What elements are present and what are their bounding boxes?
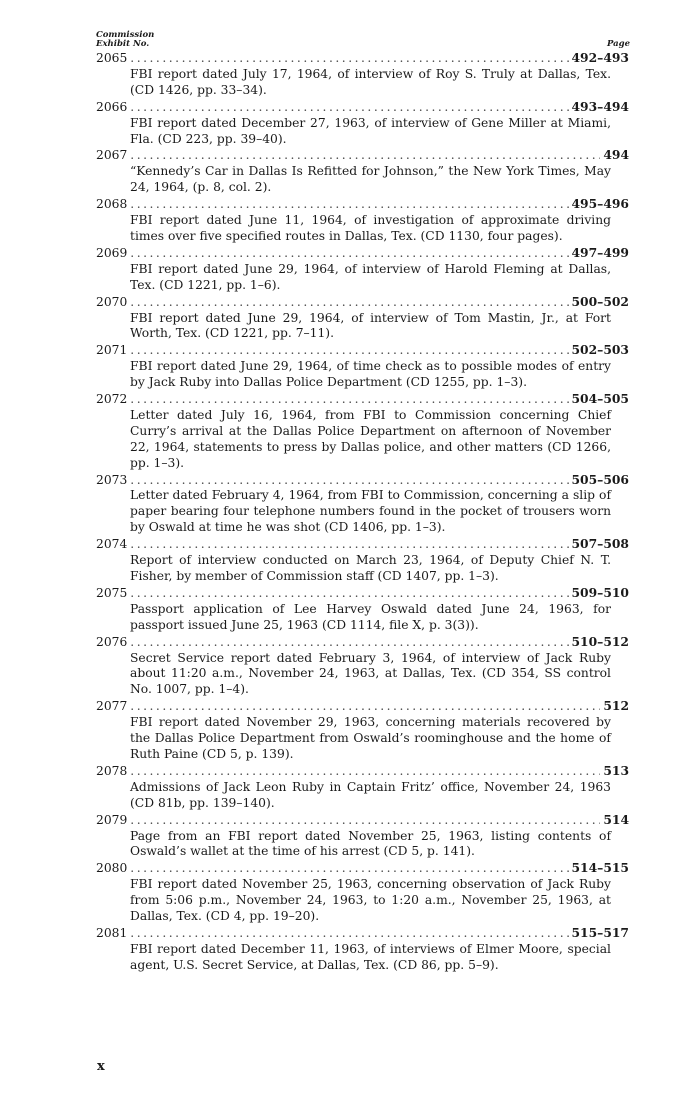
entry-heading-line bbox=[96, 698, 629, 715]
exhibit-entry bbox=[96, 472, 629, 537]
page-range: 495–496 bbox=[571, 196, 629, 212]
exhibit-number: 2079 bbox=[96, 812, 128, 827]
exhibit-entry bbox=[96, 99, 629, 148]
dot-leader bbox=[130, 473, 568, 489]
dot-leader bbox=[130, 197, 568, 213]
entry-heading-line bbox=[96, 342, 629, 359]
entry-heading-line bbox=[96, 196, 629, 213]
exhibit-number: 2066 bbox=[96, 99, 128, 114]
exhibit-entry bbox=[96, 294, 629, 343]
dot-leader bbox=[130, 343, 568, 359]
exhibit-entry bbox=[96, 50, 629, 99]
exhibit-entry bbox=[96, 812, 629, 861]
dot-leader bbox=[130, 148, 600, 164]
exhibit-number: 2070 bbox=[96, 294, 128, 309]
entry-heading-line bbox=[96, 585, 629, 602]
dot-leader bbox=[130, 764, 600, 780]
exhibit-number: 2081 bbox=[96, 925, 128, 940]
entry-heading-line bbox=[96, 925, 629, 942]
exhibit-number: 2078 bbox=[96, 763, 128, 778]
dot-leader bbox=[130, 813, 600, 829]
page-range: 509–510 bbox=[571, 584, 629, 600]
page-range: 493–494 bbox=[571, 98, 629, 114]
exhibit-list bbox=[96, 50, 629, 974]
exhibit-entry bbox=[96, 147, 629, 196]
dot-leader bbox=[130, 586, 568, 602]
page-range: 505–506 bbox=[571, 471, 629, 487]
page-range: 500–502 bbox=[571, 293, 629, 309]
page-range: 510–512 bbox=[571, 633, 629, 649]
exhibit-entry bbox=[96, 698, 629, 763]
exhibit-number: 2077 bbox=[96, 699, 128, 714]
entry-heading-line bbox=[96, 294, 629, 311]
exhibit-entry bbox=[96, 585, 629, 634]
entry-heading-line bbox=[96, 860, 629, 877]
exhibit-entry bbox=[96, 925, 629, 974]
exhibit-description: FBI report dated December 11, 1963, of interviews of Elmer Moore, special agent, U.S. Secret Service, at Dallas, Tex. (CD 86, pp. 5–9). bbox=[130, 941, 611, 972]
exhibit-number: 2074 bbox=[96, 537, 128, 552]
exhibit-description: Letter dated July 16, 1964, from FBI to Commission concerning Chief Curry’s arrival at the Dallas Police Department on afternoon of November 22, 1964, statements to press by Dallas police, and other matters (CD 1266, pp. 1–3). bbox=[130, 407, 611, 470]
exhibit-entry bbox=[96, 634, 629, 699]
exhibit-column-label-2: Exhibit No. bbox=[96, 39, 150, 49]
exhibit-number: 2075 bbox=[96, 585, 128, 600]
page-range: 512 bbox=[603, 698, 629, 714]
exhibit-description: FBI report dated November 29, 1963, concerning materials recovered by the Dallas Police Department from Oswald’s roominghouse and the home of Ruth Paine (CD 5, p. 139). bbox=[130, 715, 611, 761]
dot-leader bbox=[130, 392, 568, 408]
exhibit-entry bbox=[96, 342, 629, 391]
dot-leader bbox=[130, 246, 568, 262]
entry-heading-line bbox=[96, 391, 629, 408]
page-range: 515–517 bbox=[571, 924, 629, 940]
page-range: 513 bbox=[603, 762, 629, 778]
exhibit-description: FBI report dated December 27, 1963, of interview of Gene Miller at Miami, Fla. (CD 223, pp. 39–40). bbox=[130, 115, 611, 146]
dot-leader bbox=[130, 537, 568, 553]
dot-leader bbox=[130, 295, 568, 311]
exhibit-number: 2069 bbox=[96, 245, 128, 260]
entry-heading-line bbox=[96, 763, 629, 780]
page-range: 514 bbox=[603, 811, 629, 827]
page-column-label: Page bbox=[606, 39, 630, 49]
exhibit-description: Page from an FBI report dated November 25, 1963, listing contents of Oswald’s wallet at the time of his arrest (CD 5, p. 141). bbox=[130, 828, 611, 859]
entry-heading-line bbox=[96, 99, 629, 116]
exhibit-column-label-1: Commission bbox=[96, 30, 155, 40]
exhibit-number: 2076 bbox=[96, 634, 128, 649]
page-range: 514–515 bbox=[571, 860, 629, 876]
exhibit-description: FBI report dated June 11, 1964, of investigation of approximate driving times over five specified routes in Dallas, Tex. (CD 1130, four pages). bbox=[130, 213, 611, 243]
exhibit-number: 2071 bbox=[96, 343, 128, 358]
entry-heading-line bbox=[96, 812, 629, 829]
page-range: 504–505 bbox=[571, 391, 629, 407]
dot-leader bbox=[130, 51, 568, 67]
exhibit-entry bbox=[96, 196, 629, 245]
exhibit-entry bbox=[96, 536, 629, 585]
dot-leader bbox=[130, 699, 600, 715]
entry-heading-line bbox=[96, 245, 629, 262]
page-range: 502–503 bbox=[571, 342, 629, 358]
exhibit-description: FBI report dated November 25, 1963, concerning observation of Jack Ruby from 5:06 p.m., November 24, 1963, to 1:20 a.m., November 25, 1963, at Dallas, Tex. (CD 4, pp. 19–20). bbox=[130, 877, 611, 924]
exhibit-description: Letter dated February 4, 1964, from FBI to Commission, concerning a slip of paper bearing four telephone numbers found in the pocket of trousers worn by Oswald at time he was shot (CD 1406, pp. 1–3). bbox=[130, 488, 611, 535]
exhibit-description: FBI report dated July 17, 1964, of interview of Roy S. Truly at Dallas, Tex. (CD 1426, pp. 33–34). bbox=[130, 66, 611, 97]
entry-heading-line bbox=[96, 147, 629, 164]
exhibit-description: Passport application of Lee Harvey Oswald dated June 24, 1963, for passport issued June 25, 1963 (CD 1114, file X, p. 3(3)). bbox=[130, 601, 611, 632]
exhibit-number: 2072 bbox=[96, 392, 128, 407]
exhibit-entry bbox=[96, 860, 629, 925]
page-range: 497–499 bbox=[571, 244, 629, 260]
dot-leader bbox=[130, 635, 568, 651]
exhibit-description: Admissions of Jack Leon Ruby in Captain Fritz’ office, November 24, 1963 (CD 81b, pp. 139–140). bbox=[130, 779, 611, 810]
exhibit-description: FBI report dated June 29, 1964, of interview of Harold Fleming at Dallas, Tex. (CD 1221, pp. 1–6). bbox=[130, 261, 611, 292]
exhibit-number: 2068 bbox=[96, 197, 128, 212]
exhibit-number: 2080 bbox=[96, 861, 128, 876]
entry-heading-line bbox=[96, 472, 629, 489]
exhibit-entry bbox=[96, 391, 629, 472]
page-folio: x bbox=[97, 1059, 105, 1074]
exhibit-number: 2067 bbox=[96, 148, 128, 163]
exhibit-description: Report of interview conducted on March 23, 1964, of Deputy Chief N. T. Fisher, by member of Commission staff (CD 1407, pp. 1–3). bbox=[130, 553, 611, 583]
exhibit-description: FBI report dated June 29, 1964, of time check as to possible modes of entry by Jack Ruby into Dallas Police Department (CD 1255, pp. 1–3). bbox=[130, 359, 611, 390]
exhibit-number: 2073 bbox=[96, 472, 128, 487]
page-range: 494 bbox=[603, 147, 629, 163]
entry-heading-line bbox=[96, 50, 629, 67]
dot-leader bbox=[130, 926, 568, 942]
page-range: 507–508 bbox=[571, 536, 629, 552]
exhibit-entry bbox=[96, 763, 629, 812]
exhibit-number: 2065 bbox=[96, 51, 128, 65]
entry-heading-line bbox=[96, 634, 629, 651]
exhibit-description: Secret Service report dated February 3, 1964, of interview of Jack Ruby about 11:20 a.m., November 24, 1963, at Dallas, Tex. (CD 354, SS control No. 1007, pp. 1–4). bbox=[130, 650, 611, 697]
exhibit-entry bbox=[96, 245, 629, 294]
dot-leader bbox=[130, 861, 568, 877]
dot-leader bbox=[130, 100, 568, 116]
exhibit-description: “Kennedy’s Car in Dallas Is Refitted for Johnson,” the New York Times, May 24, 1964, (p. 8, col. 2). bbox=[130, 164, 611, 195]
exhibit-description: FBI report dated June 29, 1964, of interview of Tom Mastin, Jr., at Fort Worth, Tex. (CD 1221, pp. 7–11). bbox=[130, 310, 611, 341]
entry-heading-line bbox=[96, 536, 629, 553]
page-range: 492–493 bbox=[571, 50, 629, 65]
column-header bbox=[96, 31, 630, 49]
